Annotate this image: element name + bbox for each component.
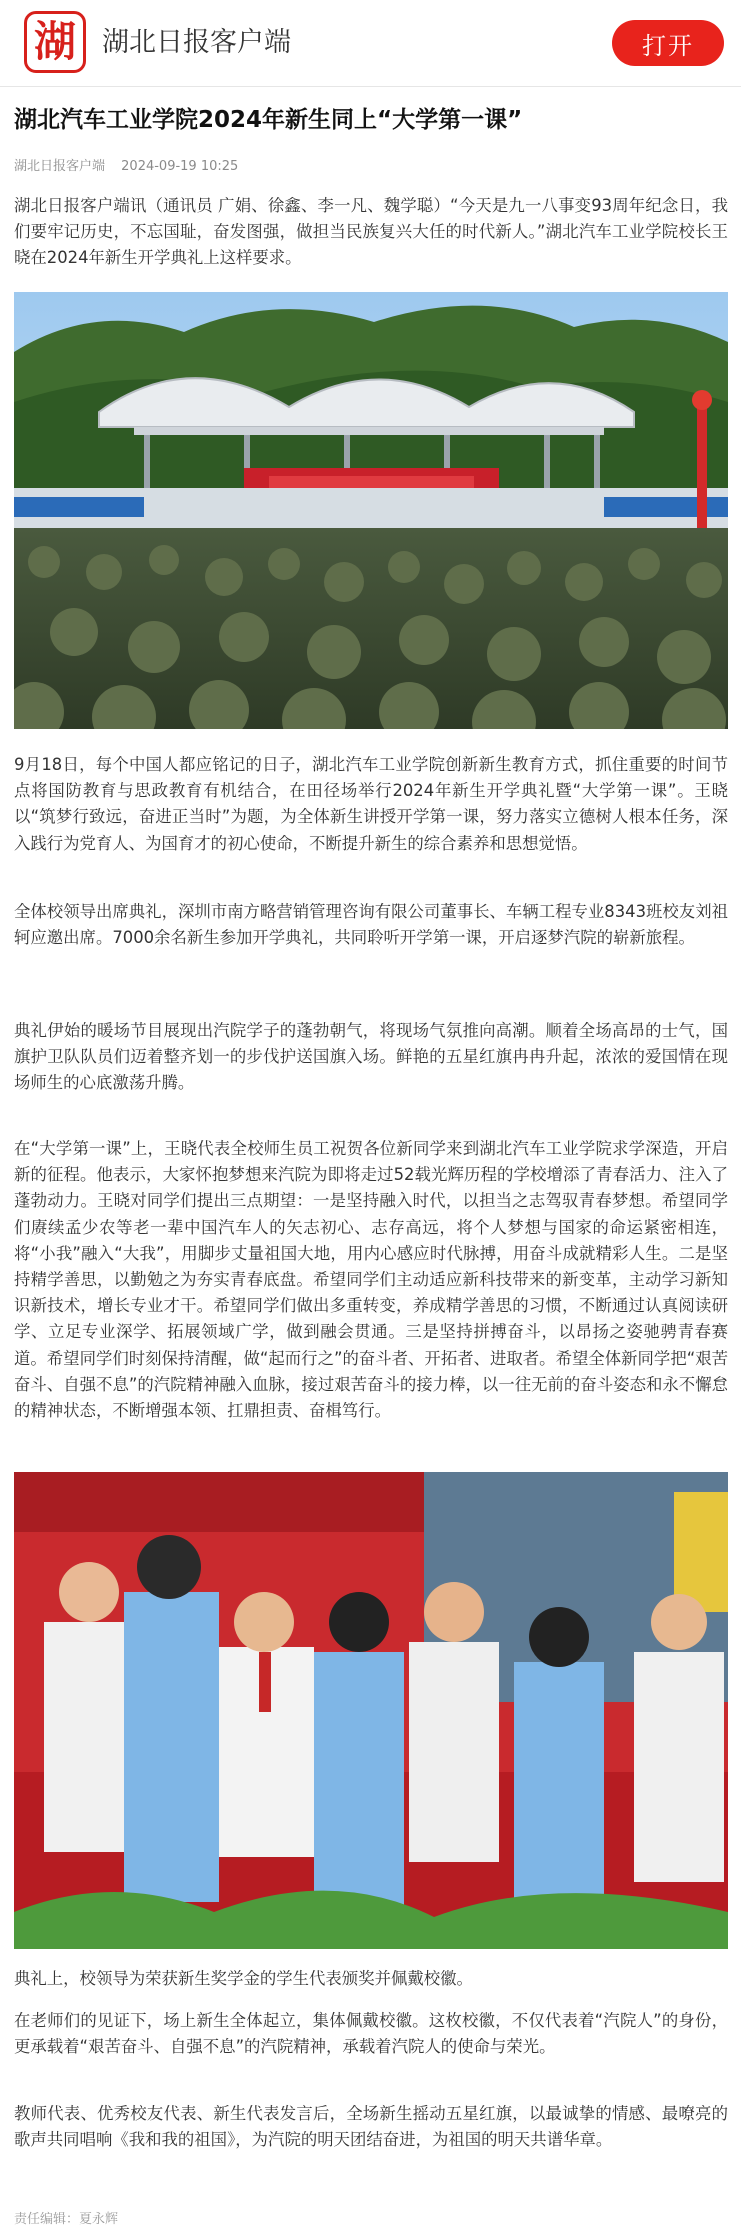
article-source[interactable]: 湖北日报客户端 bbox=[14, 159, 106, 174]
article-paragraph: 典礼上，校领导为荣获新生奖学金的学生代表颁奖并佩戴校徽。 bbox=[14, 1969, 473, 1988]
award-photo bbox=[14, 1472, 728, 1949]
article-paragraph: 湖北日报客户端讯（通讯员 广娟、徐鑫、李一凡、魏学聪）“今天是九一八事变93周年纪念日，我们要牢记历史，不忘国耻，奋发图强，做担当民族复兴大任的时代新人。”湖北汽车工业学院校长王晓在2024年新生开学典礼上这样要求。 bbox=[14, 196, 728, 268]
article-paragraph: 在“大学第一课”上，王晓代表全校师生员工祝贺各位新同学来到湖北汽车工业学院求学深造，开启新的征程。他表示，大家怀抱梦想来汽院为即将走过52载光辉历程的学校增添了青春活力、注入了蓬勃动力。王晓对同学们提出三点期望：一是坚持融入时代，以担当之志驾驭青春梦想。希望同学们赓续孟少农等老一辈中国汽车人的矢志初心、志存高远，将个人梦想与国家的命运紧密相连，将“小我”融入“大我”，用脚步丈量祖国大地，用内心感应时代脉搏，用奋斗成就精彩人生。二是坚持精学善思，以勤勉之为夯实青春底盘。希望同学们主动适应新科技带来的新变革，主动学习新知识新技术，增长专业才干。希望同学们做出多重转变，养成精学善思的习惯，不断通过认真阅读研学、立足专业深学、拓展领域广学，做到融会贯通。三是坚持拼搏奋斗，以昂扬之姿驰骋青春赛道。希望同学们时刻保持清醒，做“起而行之”的奋斗者、开拓者、进取者。希望全体新同学把“艰苦奋斗、自强不息”的汽院精神融入血脉，接过艰苦奋斗的接力棒，以一往无前的奋斗姿态和永不懈怠的精神状态，不断增强本领、扛鼎担责、奋楫笃行。 bbox=[14, 1139, 728, 1421]
hubei-daily-logo-icon[interactable] bbox=[24, 11, 86, 73]
logo-glyph: 湖 bbox=[33, 17, 76, 66]
article-paragraph: 典礼伊始的暖场节目展现出汽院学子的蓬勃朝气，将现场气氛推向高潮。顺着全场高昂的士气，国旗护卫队队员们迈着整齐划一的步伐护送国旗入场。鲜艳的五星红旗冉冉升起，浓浓的爱国情在现场师生的心底激荡升腾。 bbox=[14, 1021, 728, 1093]
article-paragraph: 在老师们的见证下，场上新生全体起立，集体佩戴校徽。这枚校徽，不仅代表着“汽院人”的身份，更承载着“艰苦奋斗、自强不息”的汽院精神，承载着汽院人的使命与荣光。 bbox=[14, 2011, 728, 2057]
article-paragraph: 教师代表、优秀校友代表、新生代表发言后，全场新生摇动五星红旗，以最诚挚的情感、最嘹亮的歌声共同唱响《我和我的祖国》，为汽院的明天团结奋进，为祖国的明天共谱华章。 bbox=[14, 2104, 728, 2150]
app-header bbox=[0, 0, 741, 87]
article-date: 2024-09-19 10:25 bbox=[121, 159, 239, 174]
article-title: 湖北汽车工业学院2024年新生同上“大学第一课” bbox=[14, 107, 523, 133]
article-meta bbox=[14, 155, 250, 174]
ceremony-photo bbox=[14, 292, 728, 729]
article-paragraph: 9月18日，每个中国人都应铭记的日子，湖北汽车工业学院创新新生教育方式，抓住重要的时间节点将国防教育与思政教育有机结合，在田径场举行2024年新生开学典礼暨“大学第一课”。王晓以“筑梦行致远，奋进正当时”为题，为全体新生讲授开学第一课，努力落实立德树人根本任务，深入践行为党育人、为国育才的初心使命，不断提升新生的综合素养和思想觉悟。 bbox=[14, 755, 728, 853]
open-app-button[interactable]: 打开 bbox=[612, 20, 724, 66]
article-paragraph: 全体校领导出席典礼，深圳市南方略营销管理咨询有限公司董事长、车辆工程专业8343班校友刘祖轲应邀出席。7000余名新生参加开学典礼，共同聆听开学第一课，开启逐梦汽院的崭新旅程。 bbox=[14, 902, 728, 948]
app-name: 湖北日报客户端 bbox=[102, 27, 291, 58]
editor-credit: 责任编辑：夏永辉 bbox=[14, 2212, 119, 2227]
